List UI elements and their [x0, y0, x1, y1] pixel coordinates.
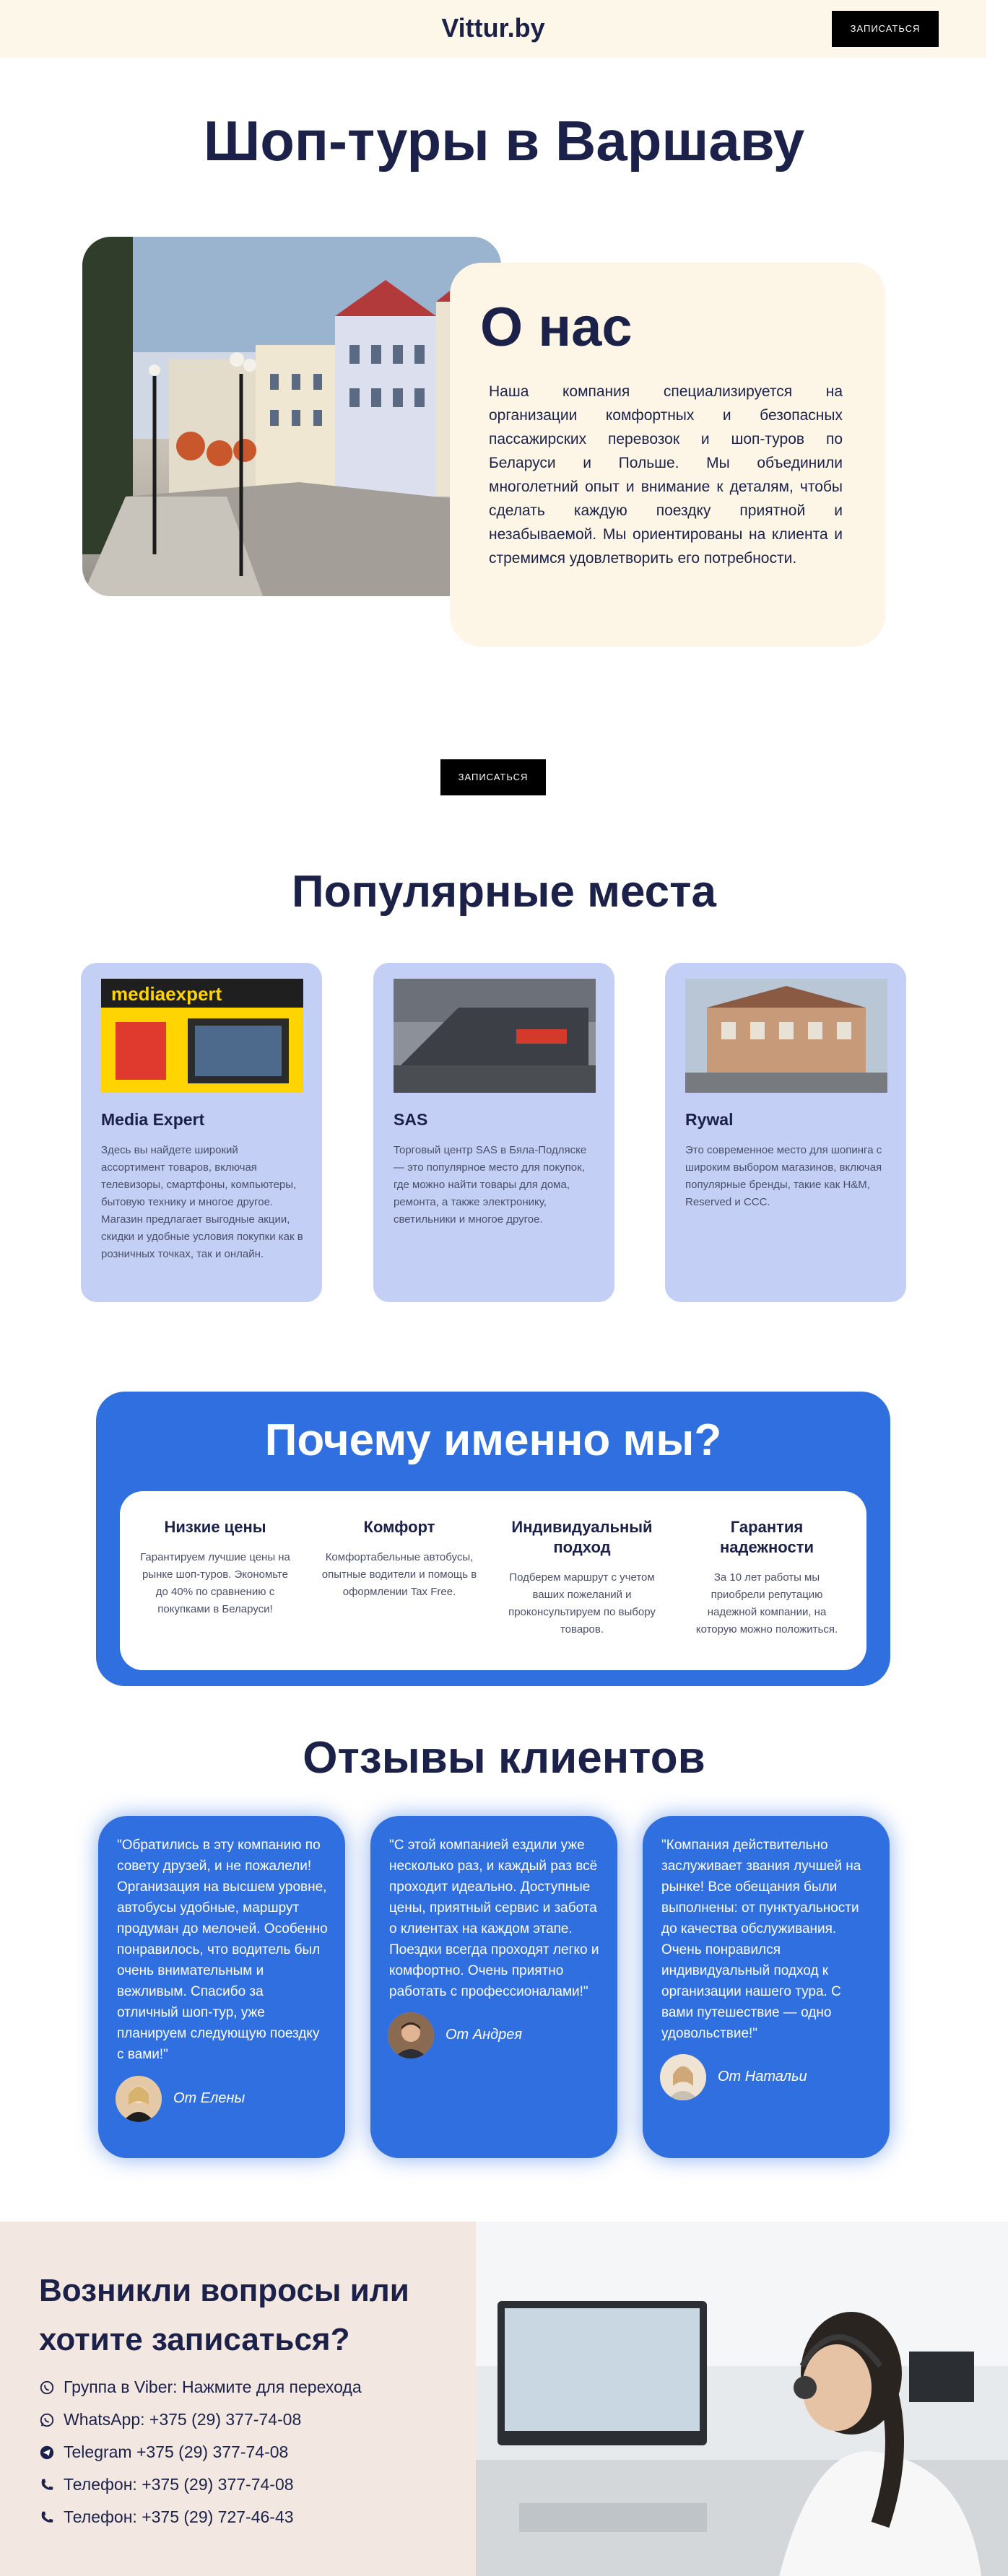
why-item-text: Гарантируем лучшие цены на рынке шоп-туров. Экономьте до 40% по сравнению с покупками в Беларуси! — [140, 1551, 290, 1615]
review-card — [98, 1816, 345, 2158]
place-desc: Здесь вы найдете широкий ассортимент товаров, включая телевизоры, смартфоны, компьютеры, бытовую технику и многое другое. Магазин предлагает выгодные акции, скидки и удобные условия покупки как в розничных точках, так и онлайн. — [101, 1144, 303, 1260]
phone-link[interactable] — [39, 2507, 294, 2527]
place-desc: Это современное место для шопинга с широким выбором магазинов, включая популярные бренды, такие как H&M, Reserved и CCC. — [685, 1144, 882, 1208]
place-photo-rywal — [685, 979, 887, 1093]
places-title: Популярные места — [292, 867, 716, 917]
why-item-title: Низкие цены — [164, 1518, 266, 1536]
place-name: Media Expert — [101, 1110, 205, 1129]
why-item-title: Гарантия надежности — [719, 1518, 814, 1556]
contact-text: WhatsApp: +375 (29) 377-74-08 — [64, 2410, 302, 2429]
why-us-title: Почему именно мы? — [264, 1415, 722, 1465]
why-item — [136, 1517, 295, 1618]
place-card-media-expert[interactable] — [81, 963, 322, 1302]
support-operator-photo — [476, 2222, 1008, 2576]
review-author: От Натальи — [718, 2069, 807, 2084]
place-desc: Торговый центр SAS в Бяла-Подляске — это популярное место для покупок, где можно найти товары для дома, ремонта, а также электронику, светильники и многое другое. — [394, 1144, 587, 1226]
phone-link[interactable] — [39, 2475, 294, 2494]
place-card-rywal[interactable] — [665, 963, 906, 1302]
reviews-title: Отзывы клиентов — [303, 1733, 705, 1783]
avatar — [116, 2076, 162, 2122]
contact-text: Телефон: +375 (29) 377-74-08 — [64, 2475, 294, 2494]
why-item-text: За 10 лет работы мы приобрели репутацию надежной компании, на которую можно положиться. — [695, 1571, 838, 1636]
viber-icon — [39, 2380, 55, 2396]
telegram-link[interactable] — [39, 2442, 288, 2462]
place-name: Rywal — [685, 1110, 734, 1129]
avatar — [660, 2054, 706, 2100]
place-name: SAS — [394, 1110, 428, 1129]
review-card — [370, 1816, 617, 2158]
page-title: Шоп-туры в Варшаву — [203, 109, 805, 173]
telegram-icon — [39, 2445, 55, 2461]
signup-button-header[interactable]: ЗАПИСАТЬСЯ — [832, 11, 939, 47]
phone-icon — [39, 2510, 55, 2525]
phone-icon — [39, 2477, 55, 2493]
review-author: От Елены — [173, 2090, 246, 2106]
media-expert-sign: mediaexpert — [111, 983, 222, 1005]
whatsapp-link[interactable] — [39, 2410, 301, 2429]
contact-title: Возникли вопросы или хотите записаться? — [39, 2273, 409, 2357]
why-item-title: Комфорт — [363, 1518, 435, 1536]
why-item-text: Комфортабельные автобусы, опытные водители и помощь в оформлении Tax Free. — [321, 1551, 477, 1598]
avatar — [388, 2012, 434, 2058]
about-photo — [82, 237, 501, 596]
review-author: От Андрея — [446, 2027, 523, 2043]
why-item — [503, 1517, 661, 1638]
why-item-title: Индивидуальный подход — [511, 1518, 653, 1556]
why-item-text: Подберем маршрут с учетом ваших пожеланий и проконсультируем по выбору товаров. — [508, 1571, 656, 1636]
why-item — [687, 1517, 846, 1638]
site-logo[interactable]: Vittur.by — [441, 13, 545, 43]
viber-link[interactable] — [39, 2378, 362, 2397]
signup-button[interactable]: ЗАПИСАТЬСЯ — [440, 759, 546, 795]
place-card-sas[interactable] — [373, 963, 614, 1302]
why-us-panel — [120, 1491, 866, 1670]
contact-text: Группа в Viber: Нажмите для перехода — [64, 2378, 362, 2396]
place-photo-media-expert — [101, 979, 303, 1093]
about-text: Наша компания специализируется на организации комфортных и безопасных пассажирских перевозок и шоп-туров по Беларуси и Польше. Мы объединили многолетний опыт и внимание к деталям, чтобы сделать каждую поездку приятной и незабываемой. Мы ориентированы на клиента и стремимся удовлетворить его потребности. — [489, 383, 843, 567]
review-text: "Компания действительно заслуживает звания лучшей на рынке! Все обещания были выполнены: от пунктуальности до качества обслуживания. Очень понравился индивидуальный подход к организации нашего тура. С вами путешествие — одно удовольствие!" — [661, 1838, 861, 2041]
review-card — [643, 1816, 890, 2158]
whatsapp-icon — [39, 2412, 55, 2428]
place-photo-sas — [394, 979, 596, 1093]
contact-text: Telegram +375 (29) 377-74-08 — [64, 2442, 289, 2461]
review-text: "С этой компанией ездили уже несколько раз, и каждый раз всё проходит идеально. Доступные цены, приятный сервис и забота о клиентах на каждом этапе. Поездки всегда проходят легко и комфортно. Очень приятно работать с профессионалами!" — [389, 1838, 599, 1999]
about-title: О нас — [480, 297, 633, 358]
why-item — [320, 1517, 479, 1601]
review-text: "Обратились в эту компанию по совету друзей, и не пожалели! Организация на высшем уровне, автобусы удобные, маршрут продуман до мелочей. Особенно понравилось, что водитель был очень внимательным и вежливым. Спасибо за отличный шоп-тур, уже планируем следующую поездку с вами!" — [117, 1838, 328, 2062]
contact-text: Телефон: +375 (29) 727-46-43 — [64, 2507, 294, 2526]
